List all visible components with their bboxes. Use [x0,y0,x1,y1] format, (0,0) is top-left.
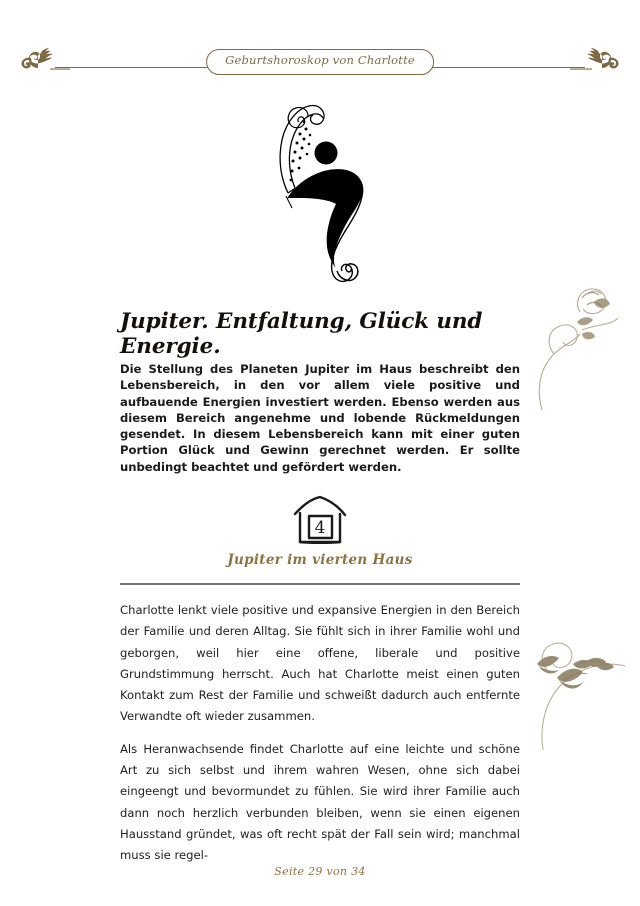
house-outline-icon [0,494,640,553]
page-number-label: Seite 29 von 34 [274,865,366,878]
document-title: Geburtshoroskop von Charlotte [225,53,415,67]
house-caption: Jupiter im vierten Haus [227,552,413,568]
section-divider-rule [120,583,520,585]
body-paragraph-1: Charlotte lenkt viele positive und expansive Energien in den Bereich der Familie und deren Alltag. Sie fühlt sich in ihrer Familie wohl und geborgen, weil hier eine offene, liberale und positive Grundstimmung herrscht. Auch hat Charlotte meist einen guten Kontakt zum Rest der Familie und schweißt dadurch auch entfernte Verwandte oft wieder zusammen. [120,603,520,724]
body-text-block [120,600,520,878]
section-title: Jupiter. Entfaltung, Glück und Energie. [120,309,483,359]
house-number: 4 [314,518,326,538]
header-title-pill [206,49,434,75]
page-header [0,22,640,68]
feather-flourish-icon-left [18,46,70,76]
leafy-branch-ornament [525,622,640,752]
page-footer [0,862,640,880]
section-intro-paragraph: Die Stellung des Planeten Jupiter im Haus beschreibt den Lebensbereich, in den vor allem viele positive und aufbauende Energien investiert werden. Ebenso werden aus diesem Bereich angenehme und lobende Rückmeldungen gesendet. In diesem Lebensbereich kann mit einer guten Portion Glück und Gewinn gerechnet werden. Er sollte unbedingt beachtet und gefördert werden. [120,362,520,474]
feather-flourish-icon-right [570,46,622,76]
body-paragraph-2: Als Heranwachsende findet Charlotte auf eine leichte und schöne Art zu sich selbst und ihrem wahren Wesen, ohne sich dabei eingeengt und bevormundet zu fühlen. Sie wird ihrer Familie auch dann noch herzlich verbunden bleiben, wenn sie einen eigenen Hausstand gründet, was oft recht spät der Fall sein wird; manchmal muss sie regel- [120,741,520,863]
jupiter-symbol [0,88,640,303]
